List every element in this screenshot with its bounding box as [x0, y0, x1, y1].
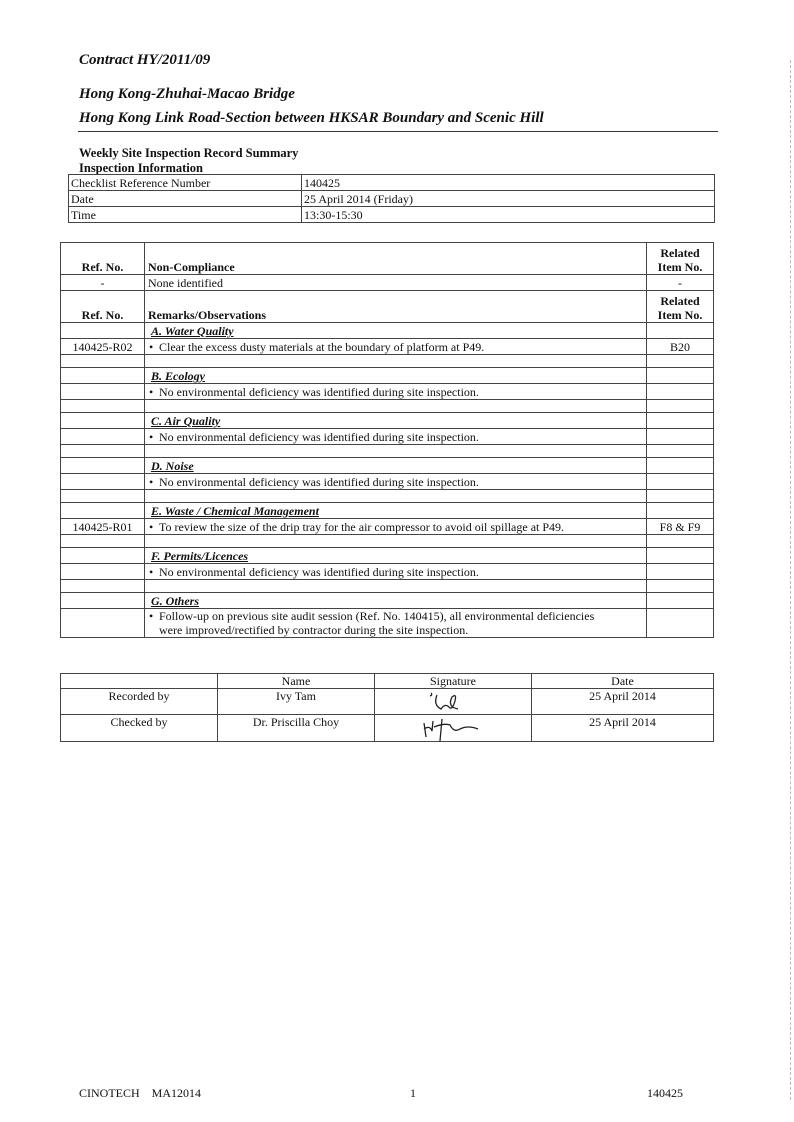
handwritten-signature-icon: [418, 715, 488, 741]
noncompliance-header-row: [61, 243, 714, 275]
page-number: 1: [410, 1086, 416, 1100]
date-header: Date: [532, 674, 714, 689]
section-title: Hong Kong Link Road-Section between HKSAR Boundary and Scenic Hill: [79, 110, 544, 126]
category-row: [61, 593, 714, 609]
item-cell: [647, 429, 714, 445]
category-row: [61, 413, 714, 429]
remark-text: • Clear the excess dusty materials at the boundary of platform at P49.: [145, 339, 647, 355]
ref-no-header: Ref. No.: [61, 243, 145, 275]
spacer-row: [61, 400, 714, 413]
signer-name: Dr. Priscilla Choy: [218, 715, 375, 742]
noncompliance-header: Non-Compliance: [145, 243, 647, 275]
inspection-info-title: Inspection Information: [79, 161, 203, 175]
info-value: 140425: [302, 175, 715, 191]
ref-cell: [61, 429, 145, 445]
ref-cell: [61, 474, 145, 490]
bullet-icon: •: [149, 475, 154, 489]
name-header: Name: [218, 674, 375, 689]
scan-margin-line: [790, 60, 791, 1100]
spacer-row: [61, 355, 714, 368]
inspection-findings-table: [60, 242, 714, 638]
signoff-date: 25 April 2014: [532, 689, 714, 715]
remark-text: • No environmental deficiency was identified during site inspection.: [145, 429, 647, 445]
footer-reference: 140425: [647, 1086, 683, 1100]
category-row: [61, 323, 714, 339]
info-row: [69, 207, 715, 223]
remark-text: • No environmental deficiency was identified during site inspection.: [145, 384, 647, 400]
ref-cell: [61, 564, 145, 580]
item-cell: [647, 609, 714, 638]
remark-text: • To review the size of the drip tray for the air compressor to avoid oil spillage at P49.: [145, 519, 647, 535]
spacer-row: [61, 445, 714, 458]
remarks-header: Remarks/Observations: [145, 291, 647, 323]
category-title: F. Permits/Licences: [145, 548, 647, 564]
item-cell: [647, 564, 714, 580]
remark-row: [61, 429, 714, 445]
info-label: Time: [69, 207, 302, 223]
remark-text: • Follow-up on previous site audit session (Ref. No. 140415), all environmental deficiencies were improved/rectified by contractor during the site inspection.: [145, 609, 647, 638]
summary-title: Weekly Site Inspection Record Summary: [79, 146, 299, 160]
remark-row: [61, 564, 714, 580]
bullet-icon: •: [149, 609, 154, 623]
spacer-row: [61, 580, 714, 593]
signoff-date: 25 April 2014: [532, 715, 714, 742]
ref-cell: -: [61, 275, 145, 291]
remark-row: [61, 609, 714, 638]
item-cell: [647, 384, 714, 400]
remark-row: [61, 474, 714, 490]
bullet-icon: •: [149, 430, 154, 444]
signature-header: Signature: [375, 674, 532, 689]
item-cell: [647, 474, 714, 490]
ref-no-header: Ref. No.: [61, 291, 145, 323]
remark-text: • No environmental deficiency was identified during site inspection.: [145, 474, 647, 490]
related-item-header: Related Item No.: [647, 291, 714, 323]
signature-cell: [375, 689, 532, 715]
category-title: A. Water Quality: [145, 323, 647, 339]
signature-cell: [375, 715, 532, 742]
contract-number: Contract HY/2011/09: [79, 52, 211, 68]
noncompliance-row: [61, 275, 714, 291]
header-divider: [78, 131, 718, 132]
role-label: Checked by: [61, 715, 218, 742]
category-title: D. Noise: [145, 458, 647, 474]
info-label: Checklist Reference Number: [69, 175, 302, 191]
category-title: E. Waste / Chemical Management: [145, 503, 647, 519]
info-value: 25 April 2014 (Friday): [302, 191, 715, 207]
ref-cell: 140425-R02: [61, 339, 145, 355]
bullet-icon: •: [149, 520, 154, 534]
signer-name: Ivy Tam: [218, 689, 375, 715]
signoff-header-row: [61, 674, 714, 689]
item-cell: F8 & F9: [647, 519, 714, 535]
category-row: [61, 458, 714, 474]
info-row: [69, 191, 715, 207]
ref-cell: 140425-R01: [61, 519, 145, 535]
inspection-info-table: [68, 174, 715, 223]
category-title: C. Air Quality: [145, 413, 647, 429]
role-label: Recorded by: [61, 689, 218, 715]
category-row: [61, 503, 714, 519]
related-item-header: Related Item No.: [647, 243, 714, 275]
noncompliance-text: None identified: [145, 275, 647, 291]
item-cell: -: [647, 275, 714, 291]
remark-row: [61, 384, 714, 400]
bullet-icon: •: [149, 385, 154, 399]
category-title: G. Others: [145, 593, 647, 609]
ref-cell: [61, 384, 145, 400]
ref-cell: [61, 609, 145, 638]
signoff-row: [61, 715, 714, 742]
spacer-row: [61, 535, 714, 548]
info-value: 13:30-15:30: [302, 207, 715, 223]
bullet-icon: •: [149, 340, 154, 354]
remark-row: [61, 519, 714, 535]
info-label: Date: [69, 191, 302, 207]
handwritten-signature-icon: [423, 689, 483, 713]
signoff-row: [61, 689, 714, 715]
remark-text: • No environmental deficiency was identified during site inspection.: [145, 564, 647, 580]
category-title: B. Ecology: [145, 368, 647, 384]
category-row: [61, 548, 714, 564]
remarks-header-row: [61, 291, 714, 323]
remark-row: [61, 339, 714, 355]
category-row: [61, 368, 714, 384]
bullet-icon: •: [149, 565, 154, 579]
spacer-row: [61, 490, 714, 503]
footer-company: CINOTECH MA12014: [79, 1086, 201, 1100]
project-title: Hong Kong-Zhuhai-Macao Bridge: [79, 86, 295, 102]
info-row: [69, 175, 715, 191]
signoff-table: [60, 673, 714, 742]
item-cell: B20: [647, 339, 714, 355]
